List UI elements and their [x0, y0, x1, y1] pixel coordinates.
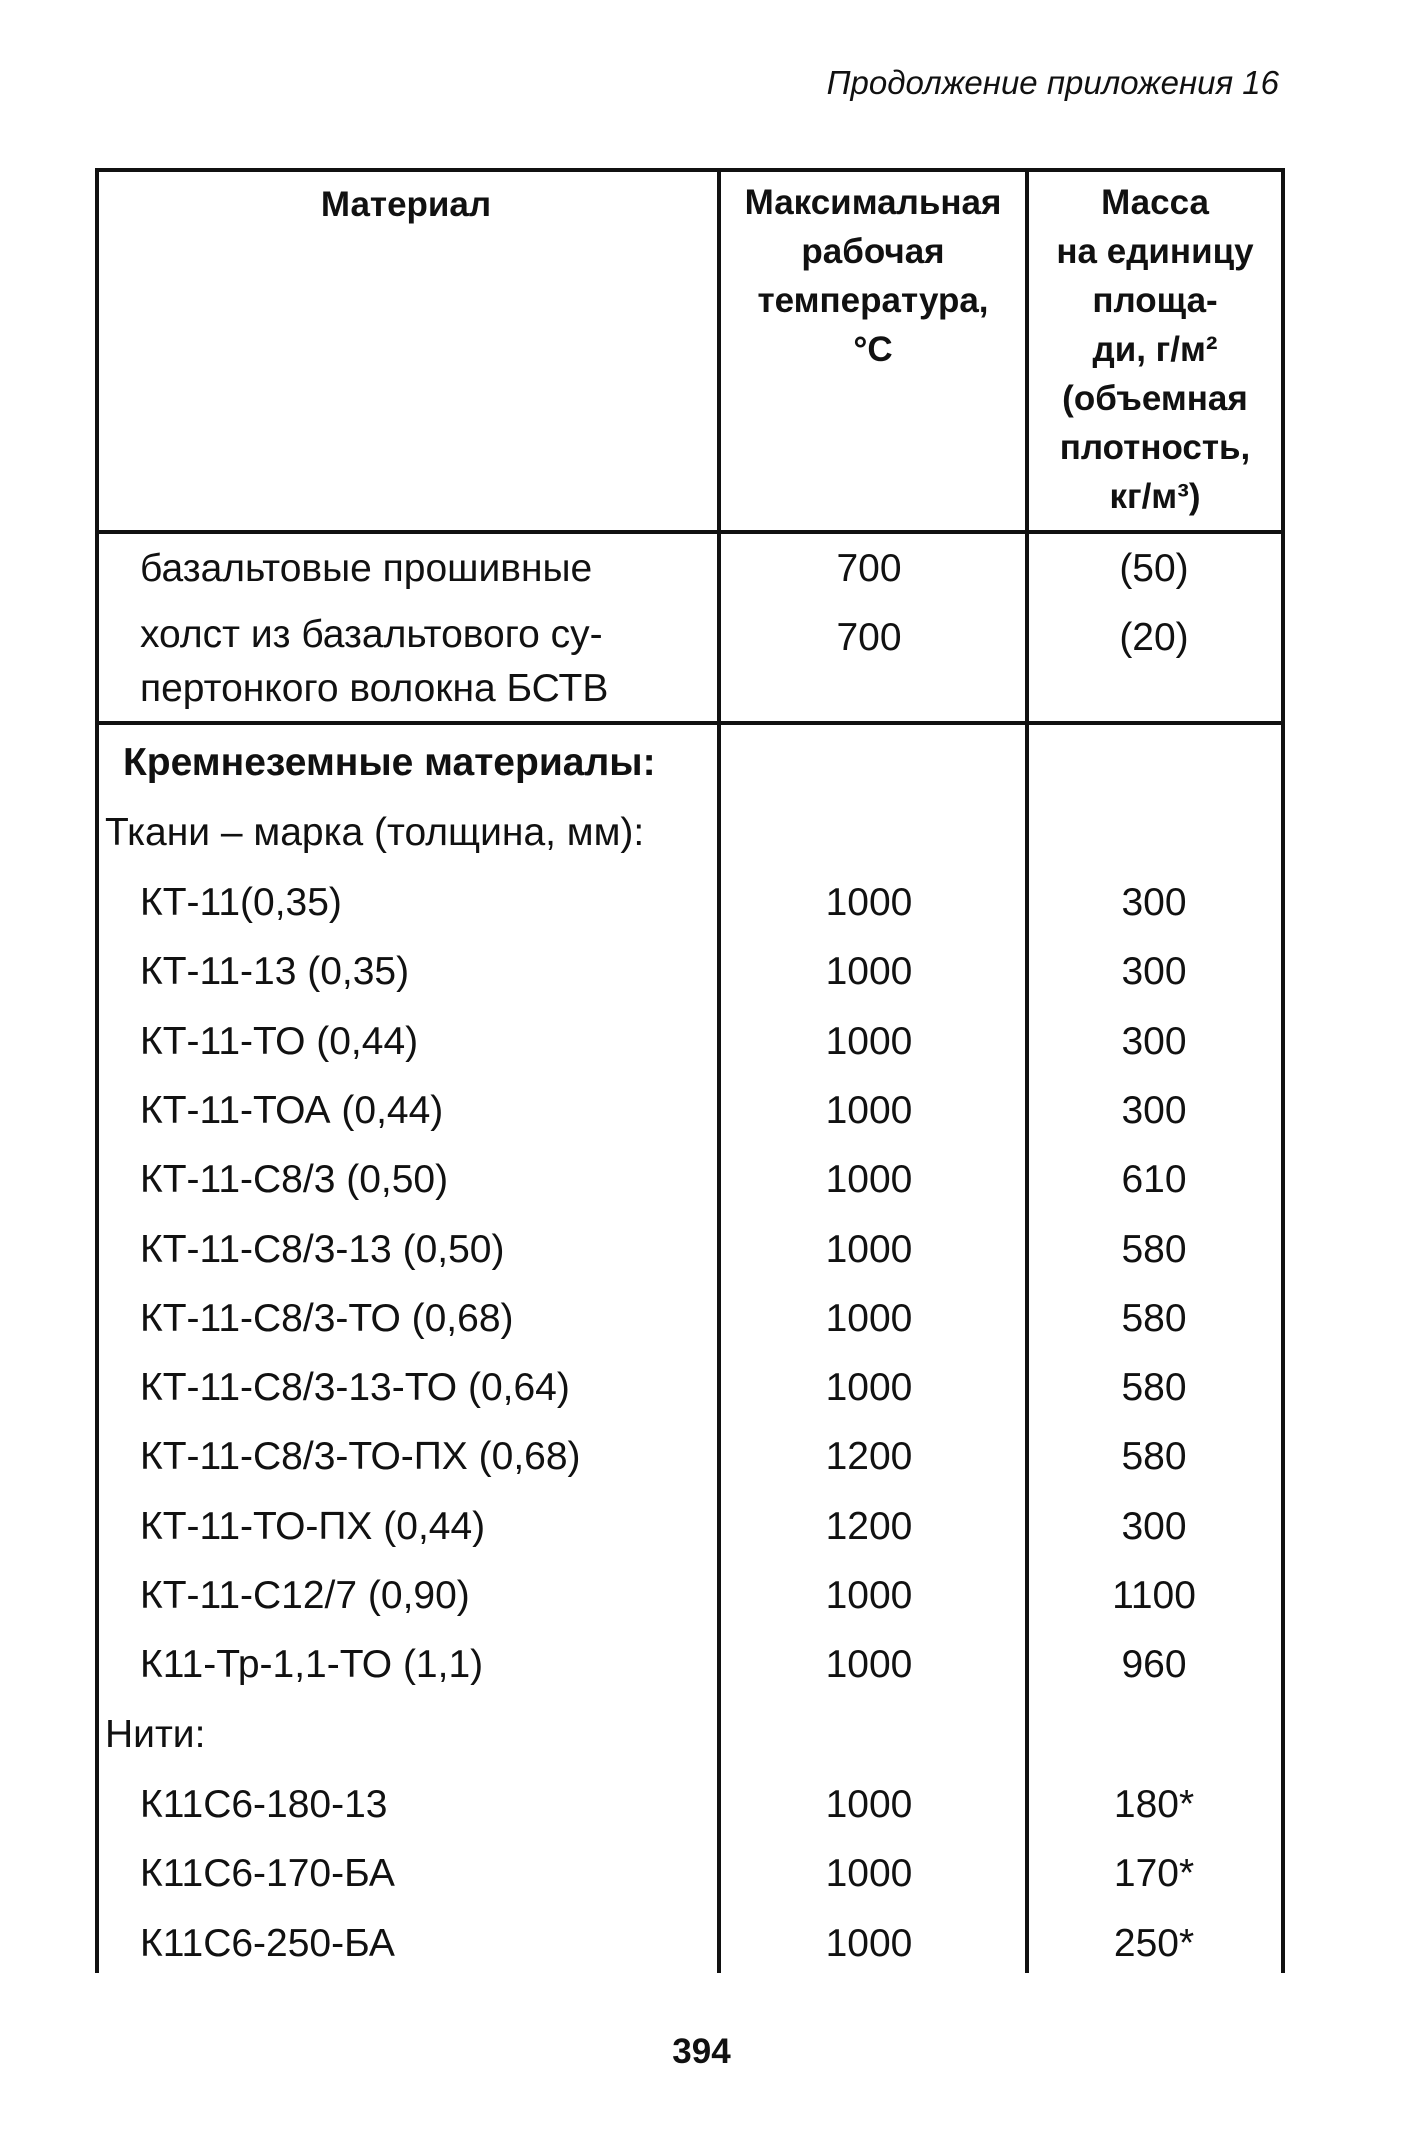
mass-value: 580	[1121, 1227, 1187, 1271]
materials-table	[95, 168, 1285, 1973]
material-name: КТ-11-С8/3-13 (0,50)	[140, 1227, 505, 1271]
page-header: Продолжение приложения 16	[826, 64, 1279, 101]
max-temp-value: 1000	[825, 1158, 913, 1202]
material-name: КТ-11-ТО (0,44)	[140, 1019, 419, 1063]
max-temp-value: 1000	[825, 1643, 913, 1687]
material-name: К11-Тр-1,1-ТО (1,1)	[140, 1643, 484, 1687]
material-name: К11С6-170-БА	[140, 1852, 395, 1896]
section-divider	[95, 721, 1285, 725]
mass-value: 300	[1121, 1088, 1187, 1132]
max-temp-value: 1000	[825, 1019, 913, 1063]
max-temp-value: 700	[836, 616, 902, 659]
material-name: КТ-11-С8/3-ТО (0,68)	[140, 1296, 514, 1340]
table-row	[95, 1562, 1285, 1631]
mass-value: 960	[1121, 1643, 1187, 1687]
material-name: КТ-11-ТО-ПХ (0,44)	[140, 1504, 486, 1548]
table-row	[95, 1771, 1285, 1840]
material-name: К11С6-180-13	[140, 1783, 388, 1826]
threads-label: Нити:	[105, 1713, 206, 1756]
max-temp-value: 1000	[825, 1296, 913, 1340]
table-row	[95, 1423, 1285, 1492]
mass-value: 610	[1121, 1158, 1187, 1202]
table-row	[95, 1840, 1285, 1909]
mass-value: 180*	[1113, 1783, 1195, 1826]
mass-value: 250*	[1113, 1921, 1195, 1965]
mass-value: 170*	[1113, 1852, 1195, 1896]
mass-value: 580	[1121, 1366, 1187, 1410]
mass-value: 580	[1121, 1435, 1187, 1479]
max-temp-value: 1000	[825, 1852, 913, 1896]
table-row	[95, 869, 1285, 938]
section-title: Кремнеземные материалы:	[123, 741, 656, 784]
table-row	[95, 1077, 1285, 1146]
material-name: КТ-11-С12/7 (0,90)	[140, 1574, 470, 1617]
mass-value: 300	[1121, 950, 1187, 994]
max-temp-value: 1000	[825, 881, 913, 924]
material-name: К11С6-250-БА	[140, 1921, 395, 1965]
table-row	[95, 604, 1285, 720]
header-material: Материал	[320, 185, 492, 224]
mass-value: 300	[1121, 1504, 1187, 1548]
mass-value: 300	[1121, 1019, 1187, 1063]
material-name: базальтовые прошивные	[140, 547, 593, 590]
max-temp-value: 1000	[825, 1366, 913, 1410]
mass-value: (20)	[1119, 616, 1189, 659]
material-name: КТ-11-13 (0,35)	[140, 950, 410, 994]
mass-value: 1100	[1112, 1574, 1196, 1617]
table-row	[95, 938, 1285, 1007]
header-mass: Масса на единицу площа- ди, г/м² (объемная плотность, кг/м³)	[1056, 183, 1254, 516]
table-row	[95, 1631, 1285, 1700]
material-name: КТ-11-ТОА (0,44)	[140, 1088, 444, 1132]
mass-value: (50)	[1119, 547, 1189, 590]
table-row	[95, 1285, 1285, 1354]
max-temp-value: 1000	[825, 1088, 913, 1132]
table-row	[95, 1146, 1285, 1215]
material-name: КТ-11-С8/3 (0,50)	[140, 1158, 449, 1202]
header-max-temp: Максимальная рабочая температура, °С	[744, 183, 1002, 369]
table-row	[95, 1910, 1285, 1979]
table-row	[95, 535, 1285, 604]
max-temp-value: 1000	[825, 1921, 913, 1965]
table-row	[95, 1216, 1285, 1285]
max-temp-value: 1000	[825, 1574, 913, 1617]
page-number: 394	[672, 2032, 731, 2071]
max-temp-value: 700	[836, 547, 902, 590]
material-name: холст из базальтового су- пертонкого волокна БСТВ	[140, 613, 609, 710]
material-name: КТ-11(0,35)	[140, 881, 342, 924]
fabrics-label: Ткани – марка (толщина, мм):	[105, 811, 645, 854]
mass-value: 300	[1121, 881, 1187, 924]
max-temp-value: 1000	[825, 950, 913, 994]
table-row	[95, 1354, 1285, 1423]
max-temp-value: 1200	[825, 1504, 913, 1548]
mass-value: 580	[1121, 1296, 1187, 1340]
max-temp-value: 1000	[825, 1783, 913, 1826]
table-row	[95, 1493, 1285, 1562]
max-temp-value: 1200	[825, 1435, 913, 1479]
table-border-top	[95, 168, 1285, 172]
material-name: КТ-11-С8/3-ТО-ПХ (0,68)	[140, 1435, 581, 1479]
max-temp-value: 1000	[825, 1227, 913, 1271]
material-name: КТ-11-С8/3-13-ТО (0,64)	[140, 1366, 570, 1410]
table-row	[95, 1008, 1285, 1077]
header-divider	[95, 530, 1285, 534]
